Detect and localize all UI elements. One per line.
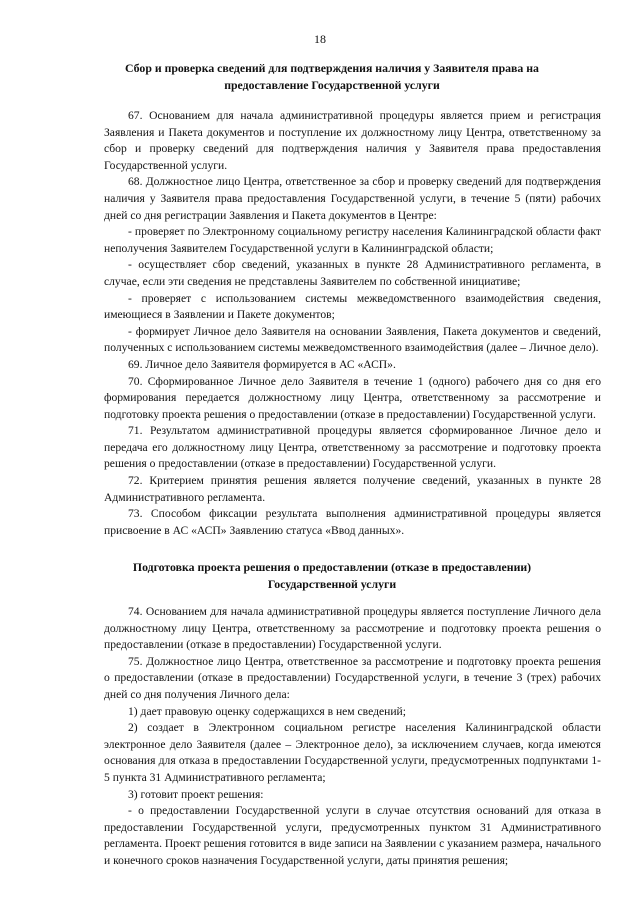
section-body-2 xyxy=(104,604,601,870)
paragraph-68: 68. Должностное лицо Центра, ответственное за сбор и проверку сведений для подтверждения наличия у Заявителя права предоставления Государственной услуги, в течение 5 (пяти) рабочих дней со дня регистрации Заявления и Пакета документов в Центре: xyxy=(104,175,601,222)
list-item: - проверяет по Электронному социальному регистру населения Калининградской области факт неполучения Заявителем Государственной услуги в Калининградской области; xyxy=(104,225,601,255)
paragraph-74: 74. Основанием для начала административной процедуры является поступление Личного дела должностному лицу Центра, ответственному за рассмотрение и подготовку проекта решения о предоставлении (отказе в предоставлении) Государственной услуги. xyxy=(104,605,601,652)
list-item: - осуществляет сбор сведений, указанных в пункте 28 Административного регламента, в случае, если эти сведения не представлены Заявителем по собственной инициативе; xyxy=(104,258,601,288)
paragraph-69: 69. Личное дело Заявителя формируется в АС «АСП». xyxy=(128,357,396,371)
paragraph-71: 71. Результатом административной процедуры является сформированное Личное дело и передача его должностному лицу Центра, ответственному за рассмотрение и подготовку проекта решения о предоставлении (отказе в предоставлении) Государственной услуги. xyxy=(104,424,601,471)
paragraph-72: 72. Критерием принятия решения является получение сведений, указанных в пункте 28 Административного регламента. xyxy=(104,474,601,504)
section-body-1 xyxy=(104,108,601,539)
paragraph-67: 67. Основанием для начала административной процедуры является прием и регистрация Заявления и Пакета документов и поступление их должностному лицу Центра, ответственному за сбор и проверку сведений для подтверждения наличия у Заявителя права предоставления Государственной услуги. xyxy=(104,109,601,172)
paragraph-70: 70. Сформированное Личное дело Заявителя в течение 1 (одного) рабочего дня со дня его формирования передается должностному лицу Центра, ответственному за рассмотрение и подготовку проекта решения о предоставлении (отказе в предоставлении) Государственной услуги. xyxy=(104,374,601,421)
section-heading-2: Подготовка проекта решения о предоставлении (отказе в предоставлении) Государственной услуги xyxy=(132,560,532,591)
list-item: 1) дает правовую оценку содержащихся в нем сведений; xyxy=(128,704,406,718)
list-item: - формирует Личное дело Заявителя на основании Заявления, Пакета документов и сведений, полученных с использованием системы межведомственного взаимодействия (далее – Личное дело). xyxy=(104,324,601,355)
list-item: 2) создает в Электронном социальном регистре населения Калининградской области электронное дело Заявителя (далее – Электронное дело), за исключением случаев, когда имеются основания для отказа в предоставлении Государственной услуги, предусмотренных подпунктами 1-5 пункта 31 Административного регламента; xyxy=(104,721,601,784)
paragraph-75: 75. Должностное лицо Центра, ответственное за рассмотрение и подготовку проекта решения о предоставлении (отказе в предоставлении) Государственной услуги, в течение 3 (трех) рабочих дней со дня получения Личного дела: xyxy=(104,654,601,701)
list-item: - о предоставлении Государственной услуги в случае отсутствия оснований для отказа в предоставлении Государственной услуги, предусмотренных пунктом 31 Административного регламента. Проект решения готовится в виде записи на Заявлении с указанием размера, начального и конечного сроков назначения Государственной услуги, даты принятия решения; xyxy=(104,804,601,867)
list-item: - проверяет с использованием системы межведомственного взаимодействия сведения, имеющиеся в Заявлении и Пакете документов; xyxy=(104,291,601,322)
paragraph-73: 73. Способом фиксации результата выполнения административной процедуры является присвоение в АС «АСП» Заявлению статуса «Ввод данных». xyxy=(104,507,601,537)
page-number: 18 xyxy=(314,32,326,46)
section-heading-1: Сбор и проверка сведений для подтверждения наличия у Заявителя права на предоставление Государственной услуги xyxy=(125,61,539,92)
list-item: 3) готовит проект решения: xyxy=(128,787,264,801)
